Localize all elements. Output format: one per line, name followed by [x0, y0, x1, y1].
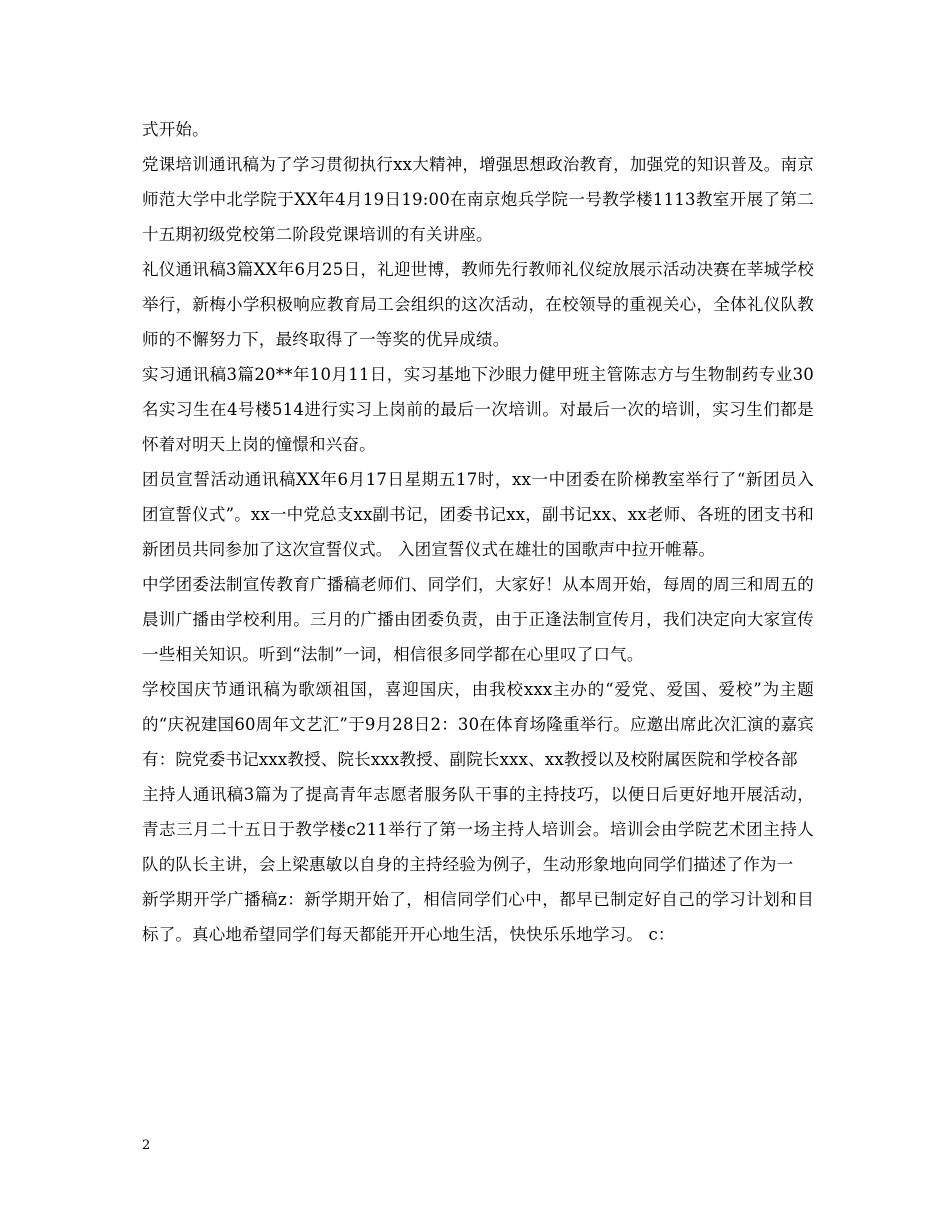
paragraph-party-course: 党课培训通讯稿为了学习贯彻执行xx大精神，增强思想政治教育，加强党的知识普及。南京师范大学中北学院于XX年4月19日19:00在南京炮兵学院一号教学楼1113教室开展了第二十五期初级党校第二阶段党课培训的有关讲座。 — [142, 155, 814, 244]
paragraph-league-oath: 团员宣誓活动通讯稿XX年6月17日星期五17时，xx一中团委在阶梯教室举行了“新团员入团宣誓仪式”。xx一中党总支xx副书记，团委书记xx，副书记xx、xx老师、各班的团支书和新团员共同参加了这次宣誓仪式。 入团宣誓仪式在雄壮的国歌声中拉开帷幕。 — [142, 470, 814, 559]
paragraph-host-training: 主持人通讯稿3篇为了提高青年志愿者服务队干事的主持技巧，以便日后更好地开展活动，青志三月二十五日于教学楼c211举行了第一场主持人培训会。培训会由学院艺术团主持人队的队长主讲，会上梁惠敏以自身的主持经验为例子，生动形象地向同学们描述了作为一 — [142, 785, 814, 874]
paragraph-etiquette: 礼仪通讯稿3篇XX年6月25日，礼迎世博，教师先行教师礼仪绽放展示活动决赛在莘城学校举行，新梅小学积极响应教育局工会组织的这次活动，在校领导的重视关心，全体礼仪队教师的不懈努力下，最终取得了一等奖的优异成绩。 — [142, 260, 814, 349]
page-number: 2 — [142, 1138, 151, 1153]
paragraph-continuation: 式开始。 — [142, 120, 209, 139]
paragraph-internship: 实习通讯稿3篇20**年10月11日，实习基地下沙眼力健甲班主管陈志方与生物制药专业30名实习生在4号楼514进行实习上岗前的最后一次培训。对最后一次的培训，实习生们都是怀着对明天上岗的憧憬和兴奋。 — [142, 365, 814, 454]
document-body — [142, 112, 814, 952]
paragraph-legal-broadcast: 中学团委法制宣传教育广播稿老师们、同学们，大家好！从本周开始，每周的周三和周五的晨训广播由学校利用。三月的广播由团委负责，由于正逢法制宣传月，我们决定向大家宣传一些相关知识。听到“法制”一词，相信很多同学都在心里叹了口气。 — [142, 575, 814, 664]
paragraph-national-day: 学校国庆节通讯稿为歌颂祖国，喜迎国庆，由我校xxx主办的“爱党、爱国、爱校”为主题的“庆祝建国60周年文艺汇”于9月28日2：30在体育场隆重举行。应邀出席此次汇演的嘉宾有：院党委书记xxx教授、院长xxx教授、副院长xxx、xx教授以及校附属医院和学校各部 — [142, 680, 814, 769]
paragraph-new-semester: 新学期开学广播稿z：新学期开始了，相信同学们心中，都早已制定好自己的学习计划和目标了。真心地希望同学们每天都能开开心地生活，快快乐乐地学习。 c： — [142, 890, 814, 944]
